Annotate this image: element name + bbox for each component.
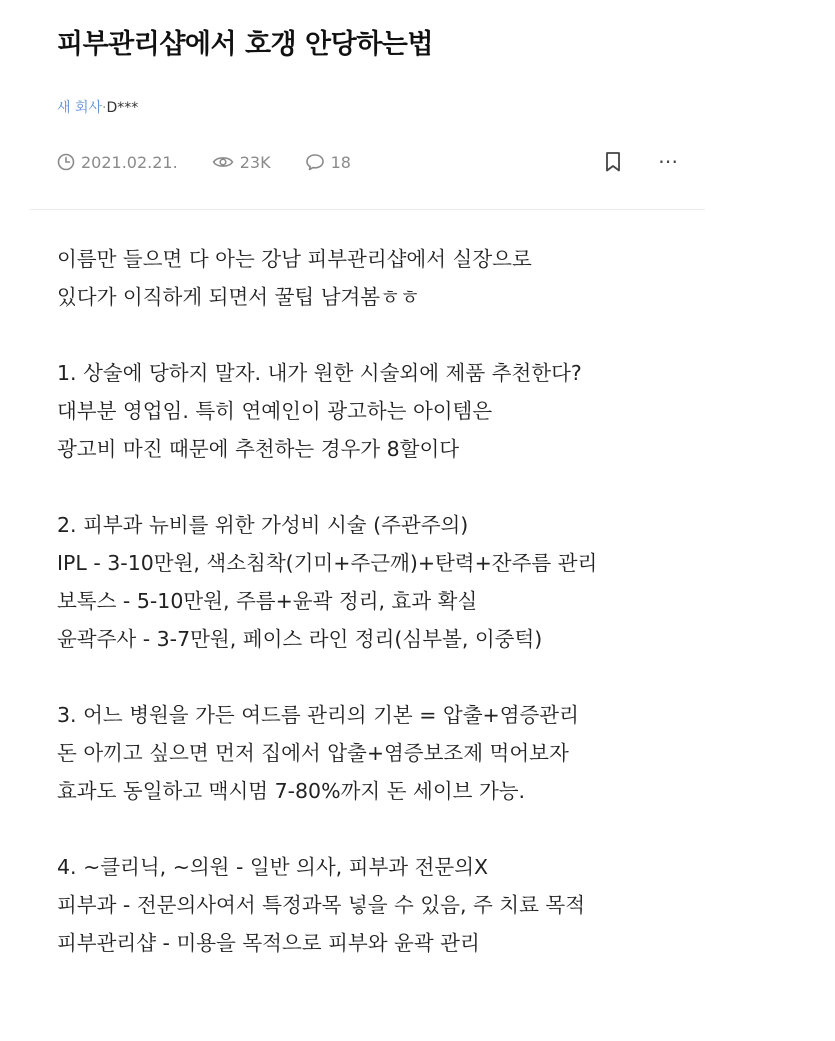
eye-icon — [212, 153, 234, 171]
post-line: 피부과 - 전문의사여서 특정과목 넣을 수 있음, 주 치료 목적 — [57, 893, 586, 917]
post-line: 2. 피부과 뉴비를 위한 가성비 시술 (주관주의) — [57, 513, 469, 537]
author-separator: · — [102, 100, 107, 116]
post-line: 4. ~클리닉, ~의원 - 일반 의사, 피부과 전문의X — [57, 855, 489, 879]
post-line: 보톡스 - 5-10만원, 주름+윤곽 정리, 효과 확실 — [57, 589, 478, 613]
post-paragraph — [57, 240, 797, 316]
bookmark-icon[interactable] — [604, 151, 622, 173]
clock-icon — [57, 153, 75, 171]
comment-icon — [305, 153, 325, 171]
post-line: 피부관리샵 - 미용을 목적으로 피부와 윤곽 관리 — [57, 931, 480, 955]
post-line: 대부분 영업임. 특히 연예인이 광고하는 아이템은 — [57, 399, 493, 423]
post-line: 있다가 이직하게 되면서 꿀팁 남겨봄ㅎㅎ — [57, 285, 420, 309]
post-line: IPL - 3-10만원, 색소침착(기미+주근깨)+탄력+잔주름 관리 — [57, 551, 598, 575]
divider — [30, 209, 705, 210]
author-company[interactable]: 새 회사 — [57, 100, 103, 116]
author-name[interactable]: D*** — [106, 100, 139, 116]
post-line: 3. 어느 병원을 가든 여드름 관리의 기본 = 압출+염증관리 — [57, 703, 579, 727]
post-date: 2021.02.21. — [81, 152, 178, 172]
post-line: 이름만 들으면 다 아는 강남 피부관리샵에서 실장으로 — [57, 247, 532, 271]
post-paragraph — [57, 354, 797, 468]
post-line: 광고비 마진 때문에 추천하는 경우가 8할이다 — [57, 437, 460, 461]
post-paragraph — [57, 506, 797, 658]
meta-date — [57, 153, 178, 172]
more-icon[interactable]: ⋯ — [658, 149, 679, 173]
post-line: 1. 상술에 당하지 말자. 내가 원한 시술외에 제품 추천한다? — [57, 361, 582, 385]
post-meta — [57, 150, 385, 174]
post-line: 돈 아끼고 싶으면 먼저 집에서 압출+염증보조제 먹어보자 — [57, 741, 569, 765]
view-count: 23K — [239, 152, 271, 172]
author-line[interactable] — [57, 97, 138, 117]
post-title: 피부관리샵에서 호갱 안당하는법 — [57, 29, 433, 60]
post-body — [57, 240, 797, 1000]
meta-views — [212, 153, 271, 172]
post-line: 효과도 동일하고 맥시멈 7-80%까지 돈 세이브 가능. — [57, 779, 526, 803]
comment-count: 18 — [330, 152, 351, 172]
post-line: 윤곽주사 - 3-7만원, 페이스 라인 정리(심부볼, 이중턱) — [57, 627, 543, 651]
post-paragraph — [57, 848, 797, 962]
meta-comments[interactable] — [305, 153, 351, 172]
post-paragraph — [57, 696, 797, 810]
